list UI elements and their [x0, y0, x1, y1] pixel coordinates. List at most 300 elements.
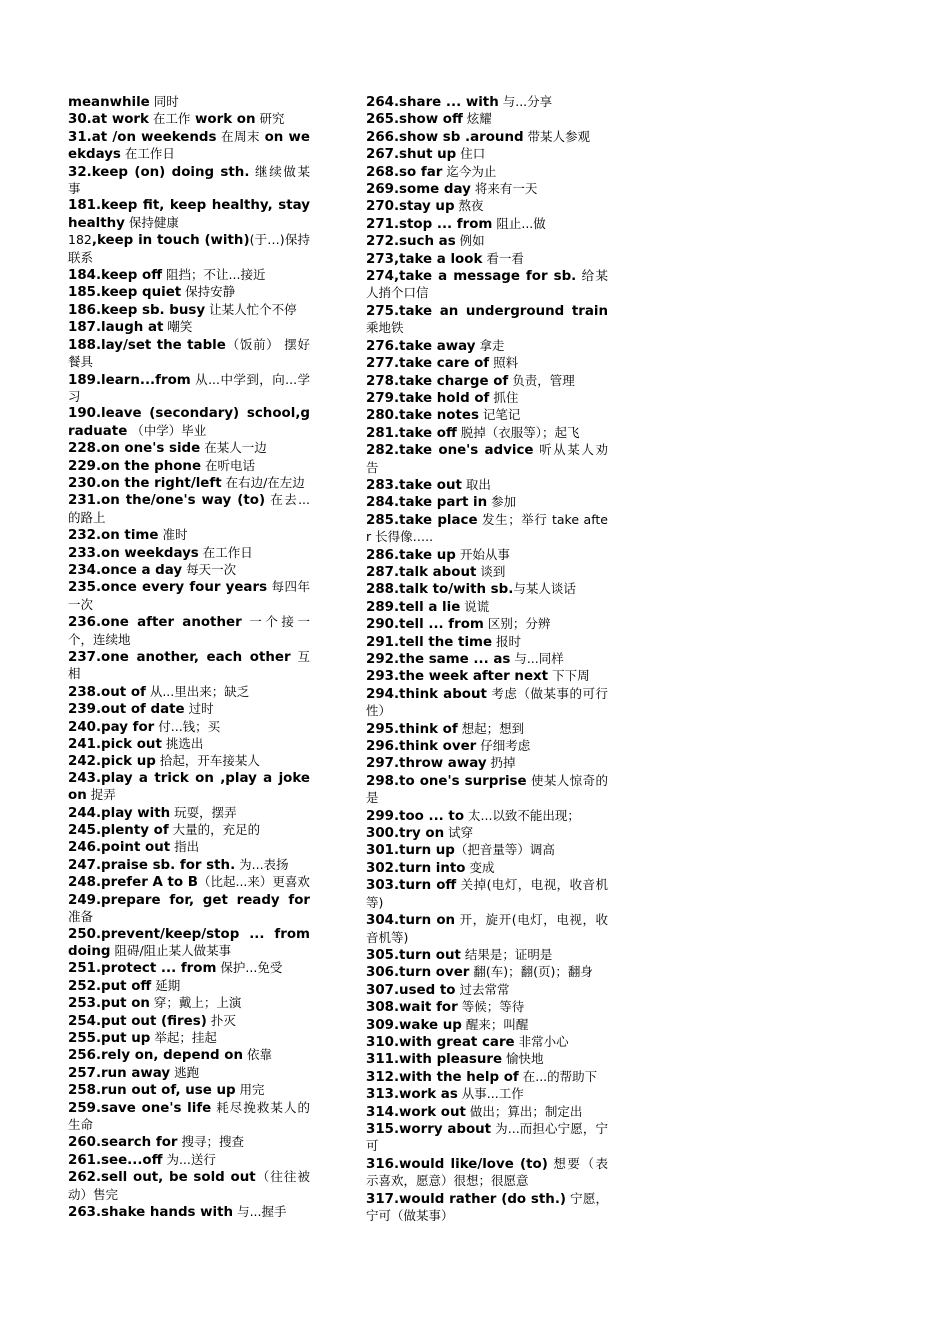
phrase-english: 184.keep off [68, 268, 163, 284]
phrase-chinese: 试穿 [444, 825, 474, 841]
phrase-entry [68, 1082, 310, 1099]
phrase-english: 310.with great care [366, 1034, 515, 1050]
phrase-entry [366, 1051, 608, 1068]
phrase-entry [68, 995, 310, 1012]
phrase-entry [68, 1065, 310, 1082]
phrase-chinese: 拾起，开车接某人 [155, 753, 260, 769]
phrase-entry [68, 753, 310, 770]
phrase-chinese: 参加 [487, 494, 517, 510]
phrase-entry [68, 736, 310, 753]
phrase-entry [366, 738, 608, 755]
phrase-english: 294.think about [366, 686, 487, 702]
phrase-chinese: 举起；挂起 [150, 1029, 217, 1045]
phrase-entry [366, 146, 608, 163]
phrase-entry [366, 616, 608, 633]
phrase-english: 271.stop ... from [366, 216, 493, 232]
phrase-english: 279.take hold of [366, 390, 490, 406]
phrase-english: 244.play with [68, 805, 171, 821]
phrase-chinese: 阻碍/阻止某人做某事 [110, 942, 232, 958]
phrase-entry [68, 1030, 310, 1047]
phrase-entry [68, 684, 310, 701]
phrase-entry [68, 614, 310, 649]
phrase-entry [68, 822, 310, 839]
phrase-english: 309.wake up [366, 1017, 462, 1033]
phrase-entry [68, 1134, 310, 1151]
phrase-chinese: 每四年一次 [68, 579, 310, 612]
phrase-english: 288.talk to/with sb. [366, 582, 514, 598]
phrase-chinese: 照料 [489, 355, 519, 371]
phrase-english: 229.on the phone [68, 458, 202, 474]
phrase-entry [68, 839, 310, 856]
phrase-chinese: 考虑（做某事的可行性） [366, 685, 608, 719]
phrase-english: 188.lay/set the table [68, 337, 226, 353]
phrase-english: 286.take up [366, 547, 456, 563]
phrase-english: 272.such as [366, 234, 456, 250]
phrase-chinese: 开，旋开(电灯，电视，收音机等) [366, 912, 608, 945]
phrase-chinese: 扑灭 [206, 1012, 236, 1028]
phrase-english: on weekdays [68, 129, 310, 163]
phrase-english: 187.laugh at [68, 320, 164, 336]
phrase-chinese: 耗尽挽救某人的生命 [68, 1099, 310, 1132]
phrase-english: 299.too ... to [366, 808, 465, 824]
phrase-entry [366, 1086, 608, 1103]
phrase-chinese: 从...里出来；缺乏 [145, 683, 250, 699]
phrase-english: 240.pay for [68, 719, 155, 735]
phrase-english: 263.shake hands with [68, 1205, 234, 1220]
phrase-english: 267.shut up [366, 147, 457, 163]
phrase-english: 246.point out [68, 840, 171, 856]
phrase-english: 296.think over [366, 739, 477, 755]
phrase-entry [366, 1017, 608, 1034]
phrase-chinese: 记笔记 [478, 407, 521, 423]
phrase-english: 234.once a day [68, 562, 183, 578]
phrase-chinese: 让某人忙个不停 [205, 301, 297, 317]
phrase-chinese: 付...钱；买 [154, 718, 221, 734]
phrase-entry [68, 649, 310, 684]
phrase-chinese: 使某人惊奇的是 [366, 772, 608, 806]
phrase-chinese: 关掉(电灯，电视，收音机等) [366, 877, 608, 910]
phrase-entry [68, 1100, 310, 1135]
phrase-entry [68, 129, 310, 164]
phrase-english: 277.take care of [366, 356, 490, 372]
phrase-chinese: 玩耍，摆弄 [170, 804, 237, 820]
phrase-english: 290.tell ... from [366, 617, 484, 633]
phrase-english: 255.put up [68, 1030, 151, 1046]
phrase-chinese: 在...的帮助下 [518, 1068, 598, 1084]
phrase-english: 237.one another, each other [68, 650, 291, 665]
phrase-chinese: 扔掉 [486, 755, 516, 771]
phrase-english: 236.one after another [68, 615, 242, 631]
phrase-chinese: 看一看 [482, 250, 524, 266]
phrase-entry [366, 164, 608, 181]
phrase-chinese: 负责，管理 [508, 372, 575, 388]
left-column [68, 94, 310, 1221]
phrase-entry [366, 268, 608, 303]
phrase-english: 257.run away [68, 1065, 171, 1081]
phrase-entry [68, 805, 310, 822]
phrase-chinese: （中学）毕业 [127, 422, 207, 438]
phrase-chinese: 说谎 [460, 598, 490, 614]
phrase-entry [366, 755, 608, 772]
phrase-english: 232.on time [68, 528, 159, 544]
phrase-chinese: 阻止...做 [492, 215, 546, 231]
phrase-english: 266.show sb .around [366, 129, 524, 145]
phrase-english: 247.praise sb. for sth. [68, 857, 236, 873]
phrase-chinese: 乘地铁 [366, 320, 404, 336]
phrase-english: 248.prefer A to B [68, 875, 198, 891]
phrase-english: 291.tell the time [366, 634, 493, 650]
phrase-english: 264.share ... with [366, 95, 499, 110]
phrase-entry [366, 599, 608, 616]
phrase-chinese: 为...送行 [162, 1151, 216, 1167]
phrase-chinese: 报时 [492, 633, 522, 649]
phrase-english: 295.think of [366, 721, 458, 737]
phrase-entry [366, 338, 608, 355]
phrase-english: 261.see...off [68, 1152, 163, 1168]
phrase-chinese: 在右边/在左边 [221, 474, 305, 490]
phrase-chinese: 182 [68, 232, 92, 248]
phrase-chinese: 继续做某事 [68, 163, 310, 197]
phrase-english: 238.out of [68, 684, 146, 700]
phrase-entry [366, 634, 608, 651]
phrase-english: 189.learn...from [68, 372, 191, 388]
phrase-english: 298.to one's surprise [366, 773, 527, 789]
phrase-chinese: 谈到 [476, 563, 506, 579]
phrase-chinese: 穿；戴上；上演 [149, 995, 242, 1011]
phrase-entry [68, 874, 310, 891]
phrase-entry [68, 111, 310, 128]
phrase-chinese: 过去常常 [455, 981, 510, 997]
phrase-chinese: （往往被动）售完 [68, 1169, 310, 1202]
phrase-entry [68, 960, 310, 977]
phrase-chinese: 区别；分辨 [483, 616, 551, 632]
phrase-entry [366, 477, 608, 494]
phrase-english: 231.on the/one's way (to) [68, 493, 266, 509]
phrase-chinese: 依靠 [243, 1047, 273, 1063]
phrase-english: 312.with the help of [366, 1069, 519, 1085]
phrase-entry [366, 842, 608, 859]
phrase-english: 265.show off [366, 112, 463, 128]
phrase-chinese: 延期 [151, 977, 181, 993]
phrase-english: 284.take part in [366, 495, 488, 511]
phrase-entry [366, 181, 608, 198]
phrase-chinese: 发生；举行 take after 长得像….. [366, 511, 608, 545]
phrase-english: 270.stay up [366, 199, 455, 215]
phrase-entry [366, 111, 608, 128]
phrase-entry [68, 579, 310, 614]
phrase-chinese: 想要（表示喜欢，愿意）很想；很愿意 [366, 1155, 608, 1189]
phrase-chinese: 每天一次 [182, 561, 237, 577]
phrase-chinese: 拿走 [475, 337, 505, 353]
phrase-chinese: 与...分享 [498, 94, 553, 109]
phrase-english: 242.pick up [68, 754, 156, 770]
phrase-english: 262.sell out, be sold out [68, 1170, 256, 1186]
phrase-entry [68, 857, 310, 874]
phrase-chinese: 同时 [149, 94, 179, 109]
phrase-entry [366, 912, 608, 947]
phrase-entry [366, 825, 608, 842]
phrase-entry [366, 129, 608, 146]
phrase-english: 281.take off [366, 425, 457, 441]
phrase-entry [68, 771, 310, 805]
phrase-chinese: 一个接一个，连续地 [68, 614, 310, 647]
phrase-chinese: 在去...的路上 [68, 492, 310, 525]
phrase-english: 314.work out [366, 1104, 466, 1120]
phrase-chinese: 愉快地 [502, 1051, 544, 1067]
phrase-entry [68, 719, 310, 736]
phrase-entry [366, 1121, 608, 1156]
phrase-entry [68, 319, 310, 336]
phrase-chinese: 熬夜 [454, 198, 484, 214]
phrase-entry [68, 1013, 310, 1030]
phrase-entry [366, 1034, 608, 1051]
phrase-chinese: 非常小心 [514, 1033, 569, 1049]
phrase-english: 302.turn into [366, 860, 466, 876]
phrase-entry [68, 372, 310, 407]
phrase-english: 181.keep fit, keep healthy, stay healthy [68, 198, 310, 231]
phrase-english: 235.once every four years [68, 580, 268, 596]
phrase-english: 276.take away [366, 338, 476, 354]
phrase-english: 307.used to [366, 982, 456, 998]
phrase-english: 303.turn off [366, 878, 457, 894]
phrase-chinese: 在工作 [148, 111, 191, 127]
phrase-english: 311.with pleasure [366, 1052, 503, 1068]
phrase-entry [366, 999, 608, 1016]
phrase-english: 251.protect ... from [68, 961, 217, 977]
phrase-chinese: 挑选出 [161, 736, 204, 752]
phrase-chinese: 给某人捎个口信 [366, 268, 608, 301]
phrase-english: 274,take a message for sb. [366, 269, 577, 285]
phrase-entry [366, 721, 608, 738]
phrase-entry [68, 1169, 310, 1204]
phrase-english: 289.tell a lie [366, 599, 461, 615]
phrase-english: 241.pick out [68, 737, 162, 753]
phrase-chinese: 开始从事 [455, 546, 510, 562]
phrase-chinese: 脱掉（衣服等）；起飞 [456, 424, 580, 440]
phrase-chinese: 取出 [461, 476, 491, 492]
phrase-entry [366, 512, 608, 547]
phrase-english: 239.out of date [68, 702, 185, 718]
phrase-entry [68, 1047, 310, 1064]
phrase-english: 304.turn on [366, 913, 456, 929]
phrase-chinese: 仔细考虑 [476, 738, 531, 754]
phrase-english: 243.play a trick on ,play a joke on [68, 770, 310, 804]
phrase-entry [366, 547, 608, 564]
phrase-entry [366, 494, 608, 511]
phrase-entry [68, 164, 310, 199]
phrase-english: ,keep in touch (with) [91, 233, 250, 249]
phrase-chinese: 太...以致不能出现； [464, 807, 580, 823]
phrase-english: 269.some day [366, 182, 471, 198]
phrase-chinese: 结果是；证明是 [460, 946, 553, 962]
phrase-english: 305.turn out [366, 947, 461, 963]
phrase-chinese: 炫耀 [462, 111, 492, 127]
phrase-chinese: 与...同样 [510, 651, 564, 666]
phrase-entry [68, 1152, 310, 1169]
phrase-entry [68, 562, 310, 579]
phrase-english: 285.take place [366, 512, 478, 528]
phrase-chinese: 嘲笑 [163, 319, 193, 335]
phrase-chinese: 宁愿，宁可（做某事） [366, 1190, 608, 1223]
phrase-english: 252.put off [68, 978, 152, 994]
phrase-english: 283.take out [366, 477, 462, 493]
phrase-entry [366, 198, 608, 215]
phrase-english: 228.on one's side [68, 441, 201, 457]
phrase-chinese: 保持健康 [124, 214, 179, 230]
phrase-entry [366, 860, 608, 877]
phrase-entry [68, 198, 310, 232]
phrase-entry [68, 94, 310, 111]
phrase-chinese: 在某人一边 [200, 440, 267, 456]
phrase-entry [366, 1104, 608, 1121]
phrase-english: 301.turn up [366, 843, 455, 859]
phrase-entry [366, 251, 608, 268]
phrase-english: 268.so far [366, 164, 443, 180]
phrase-english: 317.would rather (do sth.) [366, 1191, 567, 1207]
phrase-chinese: （饭前） 摆好餐具 [68, 336, 310, 370]
phrase-english: 258.run out of, use up [68, 1083, 236, 1099]
phrase-chinese: (于…)保持联系 [68, 232, 310, 265]
phrase-chinese: 阻挡；不让...接近 [162, 267, 266, 283]
phrase-english: 190.leave (secondary) school,graduate [68, 406, 310, 439]
phrase-entry [366, 668, 608, 685]
phrase-entry [366, 1191, 608, 1226]
phrase-english: 254.put out (fires) [68, 1013, 207, 1029]
phrase-chinese: 准备 [68, 909, 94, 925]
phrase-entry [366, 773, 608, 808]
phrase-entry [366, 651, 608, 668]
phrase-entry [366, 216, 608, 233]
phrase-chinese: 捉弄 [86, 787, 116, 803]
phrase-chinese: 例如 [455, 233, 485, 249]
phrase-entry [68, 302, 310, 319]
phrase-chinese: 在听电话 [201, 457, 256, 473]
phrase-english: 233.on weekdays [68, 545, 199, 561]
phrase-english: 30.at work [68, 112, 149, 128]
phrase-chinese: 为...表扬 [235, 856, 289, 872]
phrase-entry [366, 355, 608, 372]
phrase-entry [68, 527, 310, 544]
phrase-chinese: 在工作日 [198, 544, 253, 560]
phrase-entry [68, 267, 310, 284]
phrase-chinese: 变成 [465, 859, 495, 875]
phrase-entry [366, 564, 608, 581]
phrase-chinese: 住口 [456, 146, 486, 162]
phrase-chinese: 想起；想到 [457, 720, 525, 736]
phrase-entry [68, 458, 310, 475]
phrase-entry [366, 686, 608, 721]
phrase-entry [366, 233, 608, 250]
phrase-english: 278.take charge of [366, 373, 509, 389]
phrase-chinese: 从事...工作 [457, 1086, 524, 1102]
phrase-chinese: 为...而担心宁愿，宁可 [366, 1120, 608, 1154]
phrase-chinese: 与...握手 [233, 1204, 287, 1219]
phrase-english: 308.wait for [366, 1000, 458, 1016]
phrase-chinese: 醒来；叫醒 [461, 1016, 529, 1032]
phrase-entry [366, 373, 608, 390]
phrase-chinese: 带某人参观 [523, 128, 591, 144]
phrase-entry [68, 284, 310, 301]
phrase-chinese: 准时 [158, 527, 188, 543]
phrase-english: 306.turn over [366, 965, 470, 981]
phrase-entry [68, 1204, 310, 1221]
phrase-chinese: 指出 [170, 839, 200, 855]
phrase-entry [366, 407, 608, 424]
phrase-entry [68, 978, 310, 995]
phrase-chinese: （比起...来）更喜欢 [197, 874, 310, 890]
phrase-english: 292.the same ... as [366, 652, 511, 667]
phrase-english: 185.keep quiet [68, 285, 182, 301]
phrase-chinese: 大量的，充足的 [168, 822, 261, 838]
phrase-english: 253.put on [68, 996, 150, 1012]
phrase-chinese: 在工作日 [120, 146, 175, 162]
phrase-chinese: 搜寻；搜查 [177, 1134, 244, 1150]
phrase-entry [366, 1156, 608, 1191]
phrase-entry [68, 337, 310, 372]
phrase-chinese: 等候；等待 [457, 999, 525, 1015]
phrase-chinese: 从...中学到，向...学习 [68, 371, 310, 404]
phrase-entry [366, 964, 608, 981]
phrase-entry [68, 492, 310, 527]
phrase-english: 315.worry about [366, 1121, 492, 1137]
phrase-entry [366, 390, 608, 407]
phrase-entry [366, 877, 608, 912]
phrase-entry [68, 406, 310, 440]
phrase-english: work on [190, 112, 256, 128]
phrase-entry [68, 545, 310, 562]
phrase-english: 31.at /on weekends [68, 129, 217, 145]
phrase-entry [366, 94, 608, 111]
phrase-chinese: 迄今为止 [442, 163, 497, 179]
phrase-entry [68, 701, 310, 718]
phrase-entry [68, 440, 310, 457]
phrase-entry [366, 581, 608, 598]
phrase-chinese: 保持安静 [181, 284, 236, 300]
phrase-chinese: 做出；算出；制定出 [465, 1103, 583, 1119]
phrase-english: 280.take notes [366, 408, 479, 424]
phrase-entry [68, 232, 310, 267]
phrase-english: 273,take a look [366, 251, 483, 267]
phrase-english: 300.try on [366, 826, 445, 842]
phrase-chinese: 过时 [184, 701, 214, 717]
phrase-chinese: 与某人谈话 [513, 581, 576, 597]
phrase-english: 293.the week after next [366, 669, 549, 685]
phrase-entry [68, 927, 310, 961]
phrase-entry [366, 303, 608, 338]
phrase-english: 32.keep (on) doing sth. [68, 164, 250, 180]
phrase-english: 282.take one's advice [366, 443, 534, 459]
phrase-english: 313.work as [366, 1087, 458, 1103]
phrase-entry [366, 982, 608, 999]
phrase-chinese: （把音量等）调高 [454, 842, 555, 858]
phrase-english: 287.talk about [366, 564, 477, 580]
phrase-english: 230.on the right/left [68, 475, 222, 491]
phrase-english: 259.save one's life [68, 1100, 212, 1116]
phrase-chinese: 研究 [255, 111, 285, 127]
phrase-english: 256.rely on, depend on [68, 1048, 244, 1064]
phrase-english: 186.keep sb. busy [68, 302, 206, 318]
right-column [366, 94, 608, 1225]
phrase-chinese: 听从某人劝告 [366, 442, 608, 475]
phrase-english: 275.take an underground train [366, 303, 608, 319]
phrase-chinese: 将来有一天 [470, 181, 538, 197]
phrase-chinese: 保护...免受 [216, 960, 283, 976]
phrase-english: 297.throw away [366, 756, 487, 772]
phrase-chinese: 用完 [235, 1082, 265, 1098]
phrase-chinese: 互相 [68, 649, 310, 682]
phrase-entry [68, 475, 310, 492]
phrase-english: 260.search for [68, 1135, 178, 1151]
